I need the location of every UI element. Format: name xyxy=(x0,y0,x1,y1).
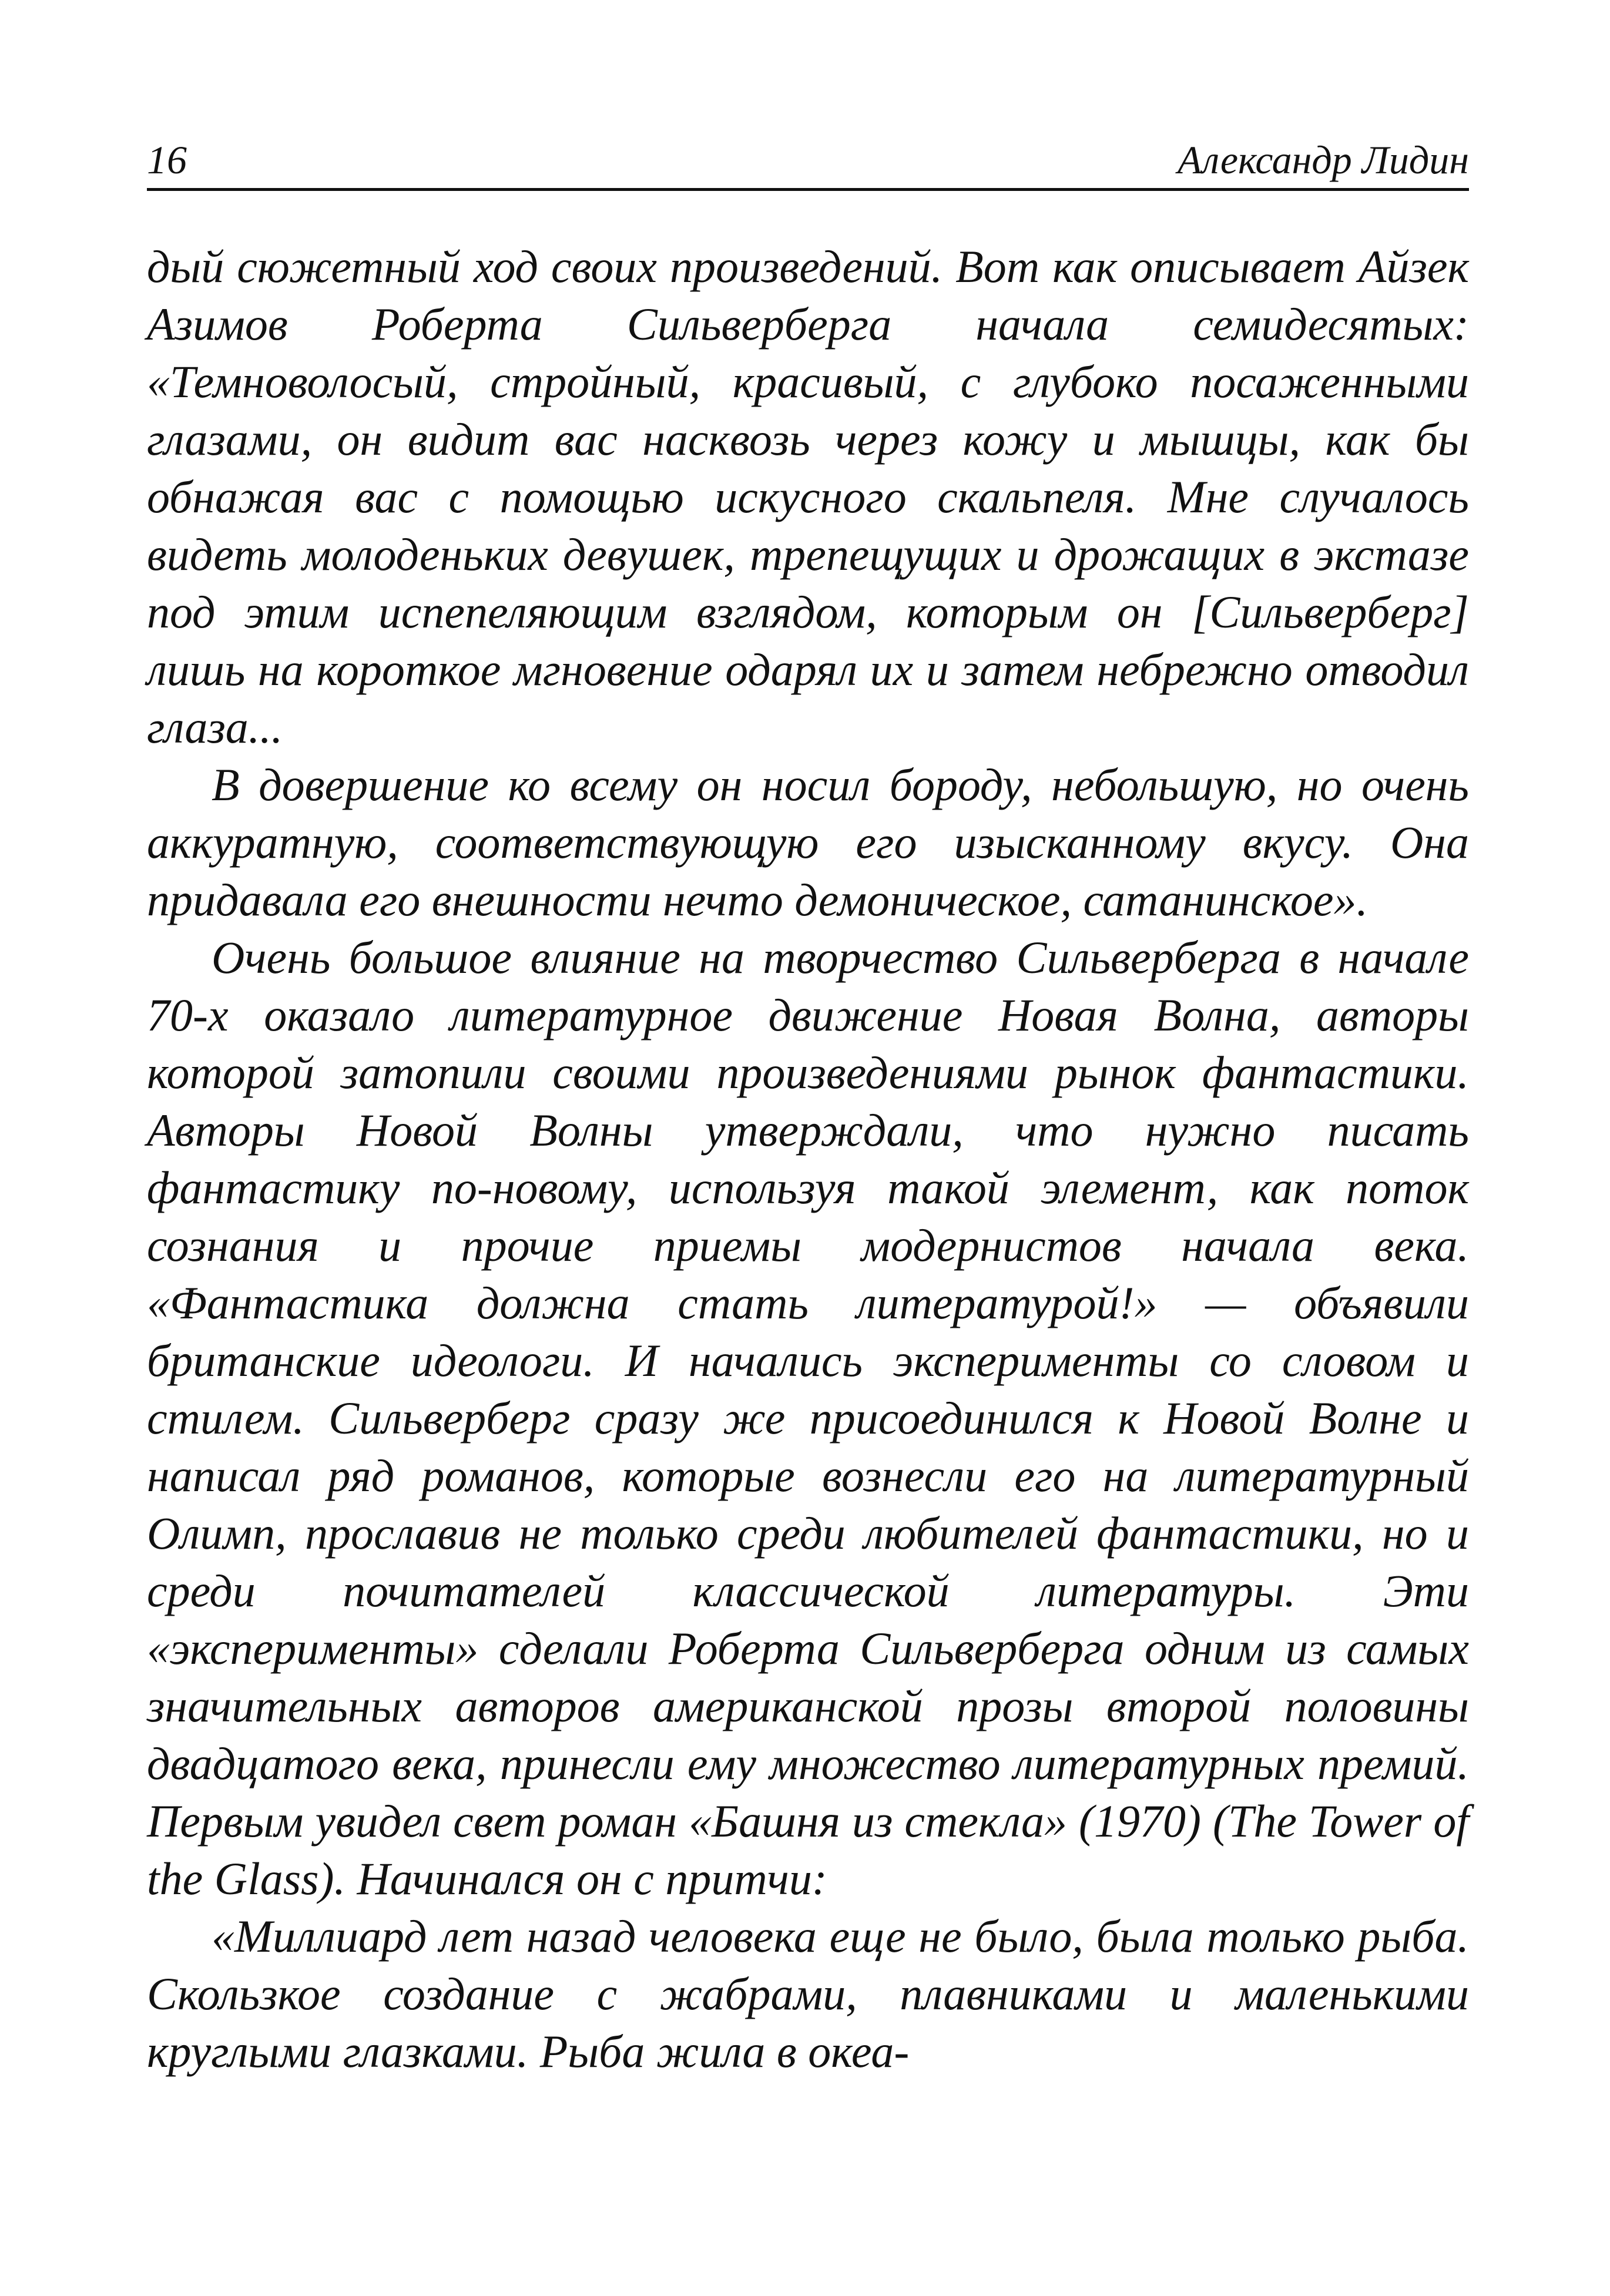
paragraph: В довершение ко всему он носил бороду, небольшую, но очень аккуратную, соответствующую его изысканному вкусу. Она придавала его внешности нечто демоническое, сатанинское». xyxy=(147,759,1469,925)
paragraph: «Миллиард лет назад человека еще не было, была только рыба. Скользкое создание с жабрами, плавниками и маленькими круглыми глазками. Рыба жила в океа- xyxy=(147,1911,1469,2077)
running-title: Александр Лидин xyxy=(1177,137,1469,182)
paragraph-continuation: дый сюжетный ход своих произведений. Вот как описывает Айзек Азимов Роберта Сильверберга начала семидесятых: «Темноволосый, стройный, красивый, с глубоко посаженными глазами, он видит вас насквозь через кожу и мышцы, как бы обнажая вас с помощью искусного скальпеля. Мне случалось видеть молоденьких девушек, трепещущих и дрожащих в экстазе под этим испепеляющим взглядом, которым он [Сильверберг] лишь на короткое мгновение одарял их и затем небрежно отводил глаза... xyxy=(147,241,1469,753)
paragraph: Очень большое влияние на творчество Сильверберга в начале 70-х оказало литературное движение Новая Волна, авторы которой затопили своими произведениями рынок фантастики. Авторы Новой Волны утверждали, что нужно писать фантастику по-новому, используя такой элемент, как поток сознания и прочие приемы модернистов начала века. «Фантастика должна стать литературой!» — объявили британские идеологи. И начались эксперименты со словом и стилем. Сильверберг сразу же присоединился к Новой Волне и написал ряд романов, которые вознесли его на литературный Олимп, прославив не только среди любителей фантастики, но и среди почитателей классической литературы. Эти «эксперименты» сделали Роберта Сильверберга одним из самых значительных авторов американской прозы второй половины двадцатого века, принесли ему множество литературных премий. Первым увидел свет роман «Башня из стекла» (1970) (The Tower of the Glass). Начинался он с притчи: xyxy=(147,932,1469,1904)
page-number: 16 xyxy=(147,137,187,182)
book-page xyxy=(147,135,1469,2080)
running-header xyxy=(147,135,1469,191)
body-text xyxy=(147,238,1469,2080)
